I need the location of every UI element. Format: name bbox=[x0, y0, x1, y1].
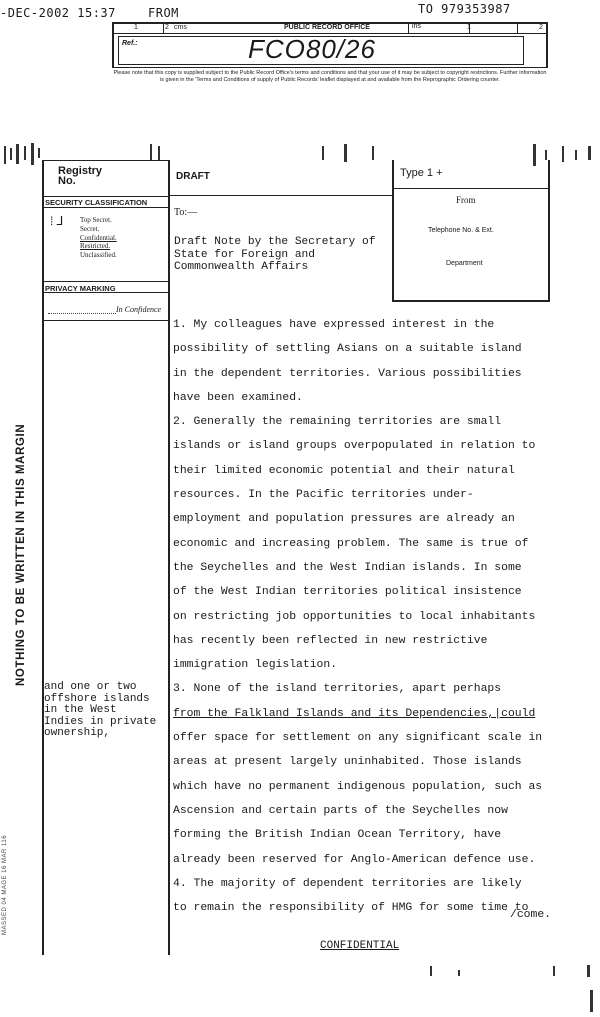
department-label: Department bbox=[446, 260, 483, 267]
body-line: Ascension and certain parts of the Seychelles now bbox=[173, 804, 508, 817]
margin-insertion-note bbox=[44, 682, 156, 740]
classification-list bbox=[80, 216, 117, 260]
body-line: 1. My colleagues have expressed interest in the bbox=[173, 319, 495, 331]
privacy-dotted-line bbox=[48, 313, 116, 314]
continuation-mark: /come. bbox=[510, 909, 552, 921]
side-archive-code: MASSED 04 MAGE 16 MAR 116 bbox=[2, 834, 8, 935]
body-line: 4. The majority of dependent territories are likely bbox=[173, 877, 522, 890]
stamp-ins-2: 2 bbox=[539, 24, 543, 31]
classification-restricted: Restricted. bbox=[80, 242, 111, 251]
body-line: 3. None of the island territories, apart perhaps bbox=[173, 683, 502, 696]
stamp-col-1: 1 bbox=[134, 24, 138, 31]
body-line: immigration legislation. bbox=[173, 659, 338, 672]
body-line: their limited economic potential and their natural bbox=[173, 464, 515, 477]
classification-confidential: Confidential. bbox=[80, 233, 117, 242]
classification-top-secret: Top Secret. bbox=[80, 216, 112, 224]
stamp-col-2: 2 bbox=[165, 24, 169, 31]
fax-to: TO 979353987 bbox=[418, 2, 511, 16]
body-text bbox=[173, 313, 542, 920]
ref-label: Ref.: bbox=[122, 40, 138, 47]
type-label: Type 1 + bbox=[400, 167, 443, 179]
margin-note-line: offshore islands bbox=[44, 692, 150, 705]
margin-warning: NOTHING TO BE WRITTEN IN THIS MARGIN bbox=[15, 423, 27, 686]
stamp-cms: cms bbox=[174, 24, 187, 31]
body-line: possibility of settling Asians on a suitable island bbox=[173, 343, 522, 356]
body-line: the Seychelles and the West Indian islands. In some bbox=[173, 561, 522, 574]
body-line: employment and population pressures are already an bbox=[173, 513, 515, 526]
fax-from-label: FROM bbox=[148, 6, 179, 20]
body-line: resources. In the Pacific territories under- bbox=[173, 489, 474, 502]
to-label: To:— bbox=[174, 207, 198, 218]
body-line: on restricting job opportunities to local inhabitants bbox=[173, 610, 536, 623]
privacy-value: In Confidence bbox=[116, 305, 162, 314]
body-line: economic and increasing problem. The same is true of bbox=[173, 537, 529, 550]
classification-unclassified: Unclassified. bbox=[80, 251, 117, 260]
telephone-label: Telephone No. & Ext. bbox=[428, 227, 494, 234]
from-label: From bbox=[456, 195, 476, 205]
stamp-office-name: PUBLIC RECORD OFFICE bbox=[284, 24, 370, 31]
pro-stamp bbox=[112, 22, 548, 98]
note-title-line: Draft Note by the Secretary of bbox=[174, 236, 376, 248]
body-line: 2. Generally the remaining territories are small bbox=[173, 416, 502, 429]
margin-note-line: in the West bbox=[44, 704, 117, 716]
security-classification-label: SECURITY CLASSIFICATION bbox=[45, 198, 148, 207]
registry-label: Registry No. bbox=[58, 165, 103, 187]
note-title-line: State for Foreign and bbox=[174, 248, 315, 261]
body-line: has recently been reflected in new restrictive bbox=[173, 634, 488, 647]
body-line: islands or island groups overpopulated in relation to bbox=[173, 440, 536, 453]
reference-number: FCO80/26 bbox=[248, 34, 376, 64]
body-line: forming the British Indian Ocean Territory, have bbox=[173, 829, 502, 842]
classification-marks: ⁞ ⅃ bbox=[50, 214, 64, 228]
body-line: from the Falkland Islands and its Dependencies,|could bbox=[173, 707, 536, 720]
note-title-line: Commonwealth Affairs bbox=[174, 261, 309, 273]
margin-note-line: ownership, bbox=[44, 727, 111, 739]
body-line: in the dependent territories. Various possibilities bbox=[173, 367, 522, 380]
body-line: already been reserved for Anglo-American defence use. bbox=[173, 853, 536, 866]
body-line: offer space for settlement on any significant scale in bbox=[173, 732, 543, 745]
body-line: areas at present largely uninhabited. Those islands bbox=[173, 756, 522, 769]
stamp-notice: Please note that this copy is supplied subject to the Public Record Office's terms and conditions and that your use of it may be subject to copyright restrictions. Further information is given in the 'Terms and Conditions of supply of Public Records' leaflet displayed at and available from the Reprographic Ordering counter. bbox=[113, 70, 547, 83]
body-line: have been examined. bbox=[173, 391, 303, 404]
classification-secret: Secret. bbox=[80, 224, 100, 233]
body-line: to remain the responsibility of HMG for some time to bbox=[173, 902, 529, 915]
margin-note-line: Indies in private bbox=[44, 715, 157, 728]
privacy-marking-label: PRIVACY MARKING bbox=[45, 284, 116, 293]
stamp-ins: ins bbox=[412, 23, 421, 30]
stamp-ins-1: 1 bbox=[467, 24, 471, 31]
note-title bbox=[174, 236, 375, 274]
fax-datetime: -DEC-2002 15:37 bbox=[0, 6, 116, 20]
body-line: which have no permanent indigenous population, such as bbox=[173, 780, 543, 793]
draft-label: DRAFT bbox=[176, 171, 210, 182]
body-line: of the West Indian territories political insistence bbox=[173, 586, 522, 599]
margin-note-line: and one or two bbox=[44, 681, 137, 693]
footer-confidential: CONFIDENTIAL bbox=[320, 940, 400, 952]
